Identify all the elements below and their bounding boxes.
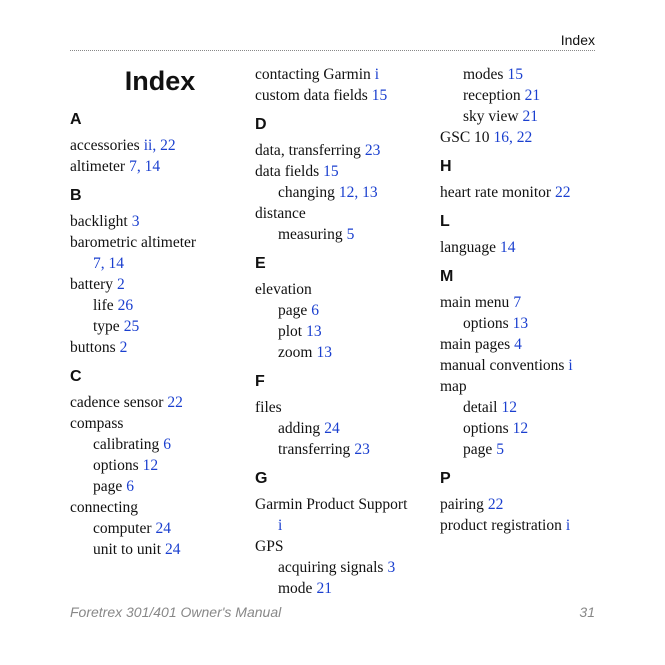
section-letter: C bbox=[70, 368, 82, 385]
page-reference-link[interactable]: 12 bbox=[501, 399, 517, 416]
index-subentry bbox=[255, 321, 430, 342]
entry-term: options bbox=[93, 457, 139, 474]
entry-term: cadence sensor bbox=[70, 394, 164, 411]
index-entry bbox=[70, 232, 240, 253]
entry-term: heart rate monitor bbox=[440, 184, 552, 201]
index-subentry bbox=[70, 518, 240, 539]
footer-page-number: 31 bbox=[579, 604, 595, 620]
entry-term: page bbox=[93, 478, 123, 495]
page-reference-link[interactable]: 24 bbox=[155, 520, 172, 537]
page-reference-link[interactable]: 3 bbox=[387, 559, 396, 576]
index-subentry bbox=[255, 578, 430, 599]
entry-term: modes bbox=[463, 66, 504, 83]
index-subentry bbox=[255, 182, 430, 203]
page-reference-link[interactable]: 15 bbox=[323, 163, 339, 180]
entry-term: mode bbox=[278, 580, 313, 597]
entry-term: options bbox=[463, 315, 509, 332]
index-entry-continuation bbox=[70, 253, 240, 274]
entry-term: elevation bbox=[255, 281, 312, 298]
page-reference-link[interactable]: 6 bbox=[163, 436, 172, 453]
index-subentry bbox=[440, 397, 600, 418]
index-entry bbox=[440, 237, 600, 258]
entry-term: transferring bbox=[278, 441, 351, 458]
index-entry bbox=[70, 413, 240, 434]
index-entry bbox=[70, 392, 240, 413]
entry-term: manual conventions bbox=[440, 357, 565, 374]
index-entry bbox=[440, 355, 600, 376]
entry-term: files bbox=[255, 399, 282, 416]
entry-term: main pages bbox=[440, 336, 511, 353]
index-entry bbox=[255, 203, 430, 224]
page-reference-link[interactable]: 21 bbox=[522, 108, 539, 125]
page-reference-link[interactable]: 2 bbox=[117, 276, 125, 293]
index-entry bbox=[70, 156, 240, 177]
page-reference-link[interactable]: 12, 13 bbox=[338, 184, 378, 201]
section-letter: M bbox=[440, 268, 454, 285]
index-subentry bbox=[70, 539, 240, 560]
entry-term: zoom bbox=[278, 344, 313, 361]
entry-term: reception bbox=[463, 87, 521, 104]
entry-term: data, transferring bbox=[255, 142, 361, 159]
index-entry bbox=[255, 140, 430, 161]
entry-term: GPS bbox=[255, 538, 284, 555]
page-reference-link[interactable]: 23 bbox=[354, 441, 370, 458]
page-reference-link[interactable]: 21 bbox=[524, 87, 541, 104]
index-entry bbox=[255, 494, 430, 515]
entry-term: plot bbox=[278, 323, 303, 340]
index-entry bbox=[440, 182, 600, 203]
index-subentry bbox=[70, 295, 240, 316]
header-divider bbox=[70, 50, 595, 51]
page-reference-link[interactable]: 13 bbox=[306, 323, 322, 340]
index-entry bbox=[255, 279, 430, 300]
index-column-3 bbox=[440, 64, 600, 536]
index-entry bbox=[70, 211, 240, 232]
entry-term: backlight bbox=[70, 213, 128, 230]
page-reference-link[interactable]: 24 bbox=[324, 420, 340, 437]
page-reference-link[interactable]: 2 bbox=[119, 339, 128, 356]
page-reference-link[interactable]: 22 bbox=[487, 496, 504, 513]
page-reference-link[interactable]: 6 bbox=[126, 478, 135, 495]
section-letter: L bbox=[440, 213, 450, 230]
page-reference-link[interactable]: 21 bbox=[316, 580, 332, 597]
page-reference-link[interactable]: 7, 14 bbox=[129, 158, 161, 175]
entry-term: page bbox=[278, 302, 308, 319]
page-reference-link[interactable]: 22 bbox=[555, 184, 571, 201]
index-subentry bbox=[255, 557, 430, 578]
section-letter: P bbox=[440, 470, 451, 487]
entry-term: measuring bbox=[278, 226, 343, 243]
entry-term: acquiring signals bbox=[278, 559, 384, 576]
entry-term: life bbox=[93, 297, 114, 314]
page-reference-link[interactable]: 5 bbox=[346, 226, 355, 243]
header-label: Index bbox=[560, 32, 595, 48]
entry-term: computer bbox=[93, 520, 152, 537]
index-subentry bbox=[70, 434, 240, 455]
section-letter: E bbox=[255, 255, 266, 272]
index-entry bbox=[440, 376, 600, 397]
index-subentry bbox=[255, 342, 430, 363]
index-entry bbox=[255, 161, 430, 182]
entry-term: unit to unit bbox=[93, 541, 162, 558]
index-entry bbox=[440, 494, 600, 515]
index-subentry bbox=[440, 418, 600, 439]
section-letter: A bbox=[70, 111, 82, 128]
index-subentry bbox=[440, 85, 600, 106]
entry-term: sky view bbox=[463, 108, 519, 125]
entry-term: Garmin Product Support bbox=[255, 496, 408, 513]
index-subentry bbox=[440, 64, 600, 85]
entry-term: options bbox=[463, 420, 509, 437]
page-reference-link[interactable]: 7 bbox=[513, 294, 522, 311]
index-subentry bbox=[255, 439, 430, 460]
entry-term: distance bbox=[255, 205, 306, 222]
index-entry bbox=[440, 334, 600, 355]
index-subentry bbox=[440, 106, 600, 127]
index-entry bbox=[440, 515, 600, 536]
entry-term: pairing bbox=[440, 496, 484, 513]
entry-term: language bbox=[440, 239, 496, 256]
entry-term: type bbox=[93, 318, 120, 335]
section-letter: G bbox=[255, 470, 268, 487]
section-letter: H bbox=[440, 158, 452, 175]
index-subentry bbox=[70, 476, 240, 497]
entry-term: calibrating bbox=[93, 436, 160, 453]
index-entry bbox=[70, 497, 240, 518]
section-letter: F bbox=[255, 373, 265, 390]
index-entry-continuation bbox=[255, 515, 430, 536]
index-entry bbox=[70, 274, 240, 295]
entry-term: battery bbox=[70, 276, 114, 293]
page-reference-link[interactable]: ii, 22 bbox=[143, 137, 176, 154]
page-reference-link[interactable]: 25 bbox=[123, 318, 140, 335]
index-column-2 bbox=[255, 64, 430, 599]
page-reference-link[interactable]: 26 bbox=[117, 297, 134, 314]
entry-term: data fields bbox=[255, 163, 320, 180]
index-subentry bbox=[255, 300, 430, 321]
page-reference-link[interactable]: 6 bbox=[311, 302, 320, 319]
index-entry bbox=[255, 64, 430, 85]
entry-term: product registration bbox=[440, 517, 562, 534]
page-reference-link[interactable]: i bbox=[565, 517, 571, 534]
page-reference-link[interactable]: 23 bbox=[364, 142, 381, 159]
footer-manual-title: Foretrex 301/401 Owner's Manual bbox=[70, 604, 282, 620]
entry-term: contacting Garmin bbox=[255, 66, 371, 83]
page-reference-link[interactable]: 5 bbox=[496, 441, 505, 458]
page-reference-link[interactable]: 16, 22 bbox=[493, 129, 533, 146]
entry-term: detail bbox=[463, 399, 498, 416]
index-subentry bbox=[440, 439, 600, 460]
page-reference-link[interactable]: 15 bbox=[371, 87, 388, 104]
page-reference-link[interactable]: i bbox=[278, 517, 283, 534]
entry-term: altimeter bbox=[70, 158, 126, 175]
page-reference-link[interactable]: i bbox=[374, 66, 380, 83]
page-reference-link[interactable]: 22 bbox=[167, 394, 183, 411]
entry-term: connecting bbox=[70, 499, 139, 516]
entry-term: main menu bbox=[440, 294, 510, 311]
entry-term: page bbox=[463, 441, 493, 458]
entry-term: GSC 10 bbox=[440, 129, 490, 146]
index-entry bbox=[255, 397, 430, 418]
entry-term: map bbox=[440, 378, 467, 395]
index-subentry bbox=[255, 418, 430, 439]
page-reference-link[interactable]: 14 bbox=[499, 239, 516, 256]
index-column-1 bbox=[70, 64, 240, 560]
index-entry bbox=[440, 292, 600, 313]
index-entry bbox=[255, 536, 430, 557]
section-letter: B bbox=[70, 187, 82, 204]
entry-term: accessories bbox=[70, 137, 140, 154]
entry-term: adding bbox=[278, 420, 321, 437]
index-entry bbox=[70, 337, 240, 358]
page-reference-link[interactable]: 12 bbox=[512, 420, 529, 437]
page-title: Index bbox=[124, 66, 196, 96]
entry-term: barometric altimeter bbox=[70, 234, 197, 251]
page-reference-link[interactable]: 13 bbox=[512, 315, 529, 332]
page-reference-link[interactable]: 3 bbox=[131, 213, 140, 230]
index-entry bbox=[255, 85, 430, 106]
page-reference-link[interactable]: 15 bbox=[507, 66, 523, 83]
page-reference-link[interactable]: 4 bbox=[514, 336, 522, 353]
index-entry bbox=[70, 135, 240, 156]
index-subentry bbox=[70, 316, 240, 337]
index-subentry bbox=[70, 455, 240, 476]
page-reference-link[interactable]: 12 bbox=[142, 457, 159, 474]
entry-term: buttons bbox=[70, 339, 116, 356]
page-reference-link[interactable]: 24 bbox=[165, 541, 181, 558]
index-subentry bbox=[440, 313, 600, 334]
index-subentry bbox=[255, 224, 430, 245]
page-reference-link[interactable]: 7, 14 bbox=[93, 255, 124, 272]
entry-term: custom data fields bbox=[255, 87, 368, 104]
entry-term: compass bbox=[70, 415, 124, 432]
index-entry bbox=[440, 127, 600, 148]
section-letter: D bbox=[255, 116, 267, 133]
entry-term: changing bbox=[278, 184, 335, 201]
page-reference-link[interactable]: 13 bbox=[316, 344, 332, 361]
page-reference-link[interactable]: i bbox=[568, 357, 573, 374]
